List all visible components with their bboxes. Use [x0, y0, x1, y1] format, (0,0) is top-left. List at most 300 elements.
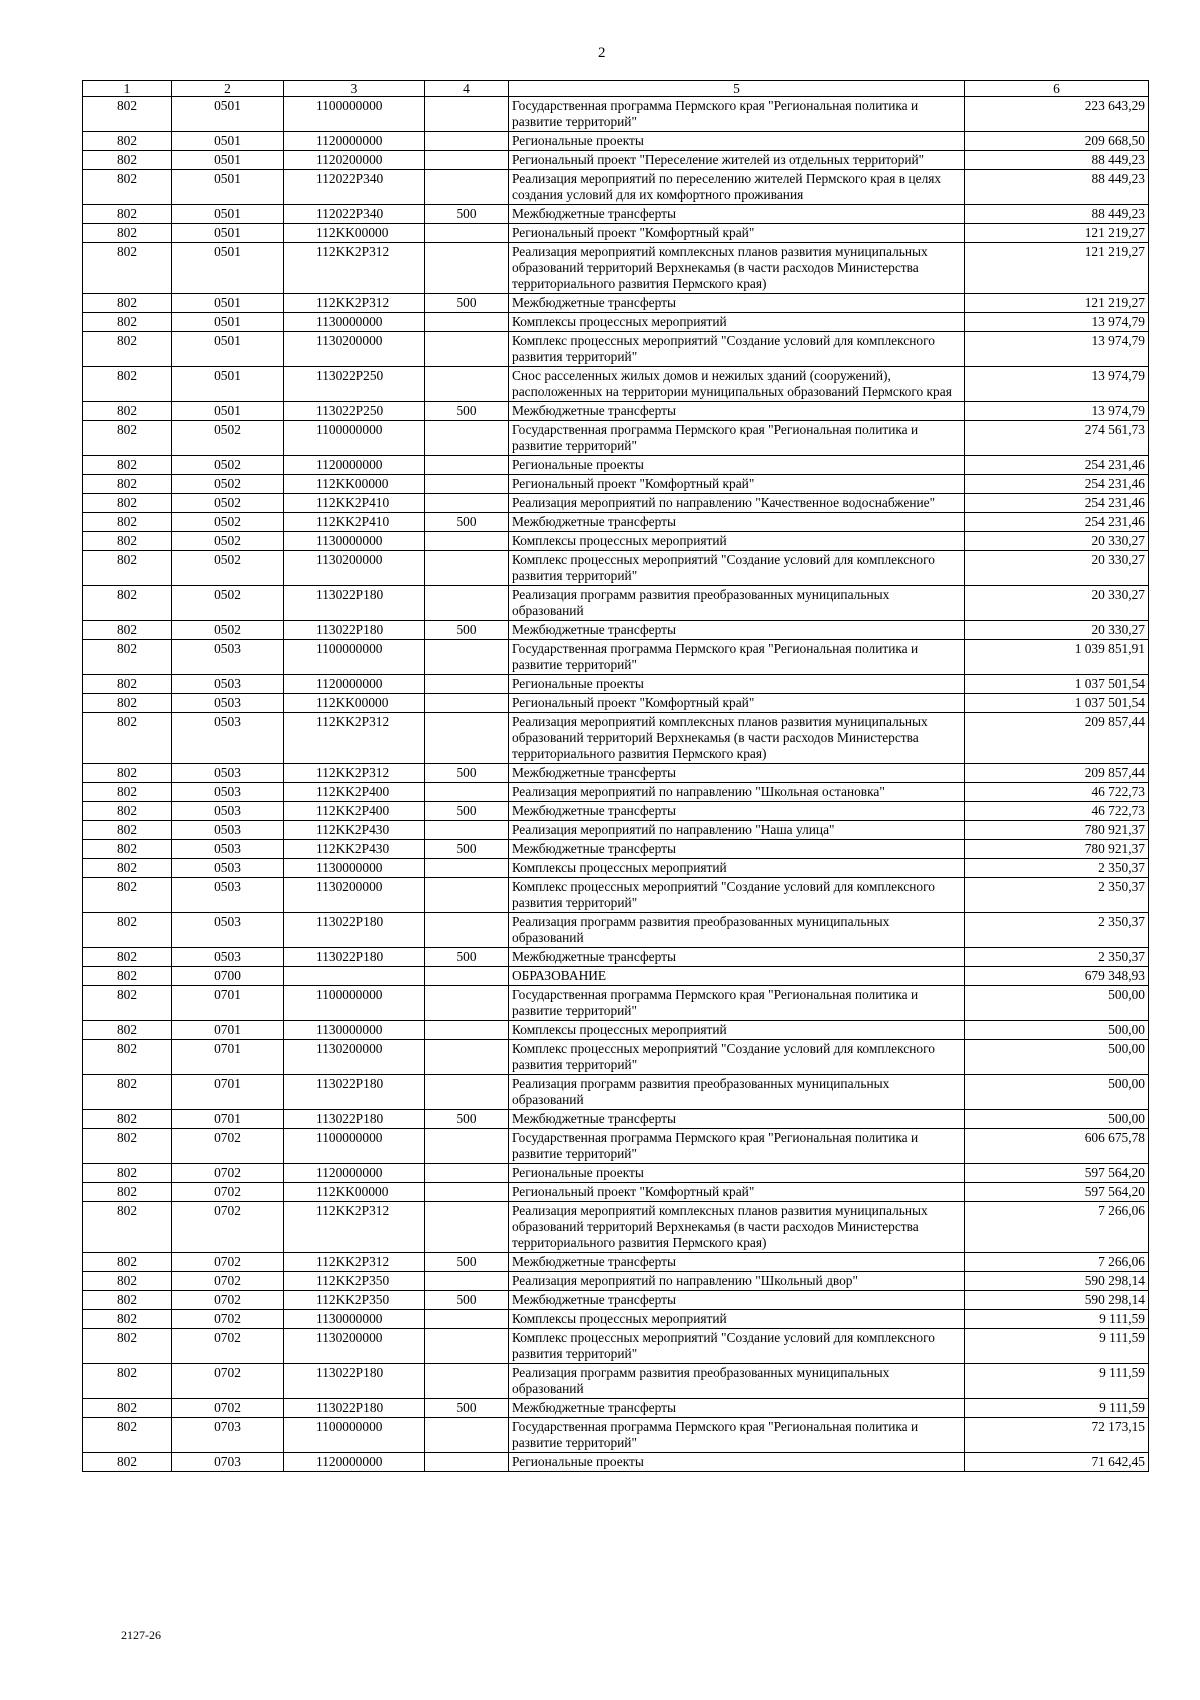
admin-code-cell: 802 [83, 1183, 172, 1202]
amount-cell: 2 350,37 [965, 878, 1149, 913]
admin-code-cell: 802 [83, 551, 172, 586]
expense-type-cell [425, 859, 509, 878]
table-row [83, 97, 1149, 132]
section-code-cell: 0501 [172, 170, 284, 205]
admin-code-cell: 802 [83, 1253, 172, 1272]
amount-cell: 500,00 [965, 986, 1149, 1021]
target-article-cell: 1100000000 [284, 1129, 425, 1164]
section-code-cell: 0502 [172, 586, 284, 621]
description-cell: Реализация мероприятий комплексных планов развития муниципальных образований территорий Верхнекамья (в части расходов Министерства территориального развития Пермского края) [509, 1202, 965, 1253]
admin-code-cell: 802 [83, 1040, 172, 1075]
section-code-cell: 0501 [172, 224, 284, 243]
target-article-cell: 112KK2P350 [284, 1291, 425, 1310]
admin-code-cell: 802 [83, 170, 172, 205]
section-code-cell: 0501 [172, 97, 284, 132]
section-code-cell: 0701 [172, 1075, 284, 1110]
section-code-cell: 0502 [172, 456, 284, 475]
amount-cell: 13 974,79 [965, 367, 1149, 402]
description-cell: Комплексы процессных мероприятий [509, 1310, 965, 1329]
target-article-cell: 1120000000 [284, 1453, 425, 1472]
admin-code-cell: 802 [83, 1164, 172, 1183]
expense-type-cell: 500 [425, 294, 509, 313]
expense-type-cell [425, 1453, 509, 1472]
table-row [83, 494, 1149, 513]
admin-code-cell: 802 [83, 675, 172, 694]
target-article-cell: 112022P340 [284, 205, 425, 224]
section-code-cell: 0503 [172, 913, 284, 948]
description-cell: Государственная программа Пермского края "Региональная политика и развитие территорий" [509, 1418, 965, 1453]
table-header-row [83, 81, 1149, 97]
section-code-cell: 0700 [172, 967, 284, 986]
amount-cell: 9 111,59 [965, 1364, 1149, 1399]
target-article-cell: 112KK2P410 [284, 494, 425, 513]
amount-cell: 121 219,27 [965, 294, 1149, 313]
admin-code-cell: 802 [83, 640, 172, 675]
description-cell: ОБРАЗОВАНИЕ [509, 967, 965, 986]
expense-type-cell [425, 713, 509, 764]
admin-code-cell: 802 [83, 967, 172, 986]
expense-type-cell: 500 [425, 513, 509, 532]
target-article-cell: 1130200000 [284, 878, 425, 913]
section-code-cell: 0502 [172, 532, 284, 551]
description-cell: Региональные проекты [509, 132, 965, 151]
description-cell: Комплексы процессных мероприятий [509, 1021, 965, 1040]
expense-type-cell [425, 783, 509, 802]
section-code-cell: 0501 [172, 313, 284, 332]
table-row [83, 878, 1149, 913]
amount-cell: 1 037 501,54 [965, 675, 1149, 694]
description-cell: Межбюджетные трансферты [509, 513, 965, 532]
admin-code-cell: 802 [83, 878, 172, 913]
table-row [83, 1272, 1149, 1291]
expense-type-cell [425, 1164, 509, 1183]
expense-type-cell: 500 [425, 621, 509, 640]
target-article-cell: 1130000000 [284, 532, 425, 551]
target-article-cell: 113022P180 [284, 1364, 425, 1399]
amount-cell: 590 298,14 [965, 1291, 1149, 1310]
admin-code-cell: 802 [83, 132, 172, 151]
amount-cell: 254 231,46 [965, 475, 1149, 494]
expense-type-cell [425, 243, 509, 294]
admin-code-cell: 802 [83, 802, 172, 821]
page-number: 2 [598, 45, 606, 61]
description-cell: Комплекс процессных мероприятий "Создание условий для комплексного развития территорий" [509, 551, 965, 586]
expense-type-cell: 500 [425, 1253, 509, 1272]
description-cell: Комплекс процессных мероприятий "Создание условий для комплексного развития территорий" [509, 878, 965, 913]
table-row [83, 456, 1149, 475]
description-cell: Межбюджетные трансферты [509, 1110, 965, 1129]
description-cell: Региональный проект "Комфортный край" [509, 224, 965, 243]
table-row [83, 1183, 1149, 1202]
amount-cell: 121 219,27 [965, 224, 1149, 243]
target-article-cell: 1130000000 [284, 1310, 425, 1329]
table-row [83, 421, 1149, 456]
target-article-cell: 1120000000 [284, 456, 425, 475]
target-article-cell: 1120000000 [284, 1164, 425, 1183]
section-code-cell: 0503 [172, 640, 284, 675]
header-col-1: 1 [83, 81, 172, 97]
target-article-cell: 112KK2P400 [284, 802, 425, 821]
expense-type-cell [425, 1364, 509, 1399]
amount-cell: 88 449,23 [965, 151, 1149, 170]
target-article-cell: 1100000000 [284, 640, 425, 675]
table-row [83, 332, 1149, 367]
description-cell: Комплексы процессных мероприятий [509, 313, 965, 332]
table-row [83, 840, 1149, 859]
amount-cell: 46 722,73 [965, 802, 1149, 821]
section-code-cell: 0501 [172, 367, 284, 402]
table-row [83, 1110, 1149, 1129]
admin-code-cell: 802 [83, 1202, 172, 1253]
expense-type-cell [425, 1202, 509, 1253]
section-code-cell: 0701 [172, 1021, 284, 1040]
amount-cell: 500,00 [965, 1021, 1149, 1040]
description-cell: Межбюджетные трансферты [509, 205, 965, 224]
section-code-cell: 0503 [172, 840, 284, 859]
table-row [83, 1202, 1149, 1253]
target-article-cell: 112KK2P430 [284, 821, 425, 840]
description-cell: Региональный проект "Комфортный край" [509, 694, 965, 713]
amount-cell: 606 675,78 [965, 1129, 1149, 1164]
target-article-cell: 113022P250 [284, 367, 425, 402]
target-article-cell: 1130200000 [284, 551, 425, 586]
admin-code-cell: 802 [83, 1364, 172, 1399]
amount-cell: 20 330,27 [965, 586, 1149, 621]
admin-code-cell: 802 [83, 1075, 172, 1110]
description-cell: Реализация мероприятий по направлению "Наша улица" [509, 821, 965, 840]
section-code-cell: 0502 [172, 494, 284, 513]
amount-cell: 209 857,44 [965, 713, 1149, 764]
description-cell: Межбюджетные трансферты [509, 621, 965, 640]
description-cell: Комплексы процессных мероприятий [509, 859, 965, 878]
table-row [83, 1129, 1149, 1164]
table-row [83, 640, 1149, 675]
amount-cell: 780 921,37 [965, 821, 1149, 840]
expense-type-cell: 500 [425, 402, 509, 421]
description-cell: Государственная программа Пермского края "Региональная политика и развитие территорий" [509, 986, 965, 1021]
table-row [83, 694, 1149, 713]
amount-cell: 500,00 [965, 1110, 1149, 1129]
table-row [83, 1453, 1149, 1472]
description-cell: Межбюджетные трансферты [509, 402, 965, 421]
amount-cell: 1 037 501,54 [965, 694, 1149, 713]
admin-code-cell: 802 [83, 859, 172, 878]
expense-type-cell [425, 1021, 509, 1040]
target-article-cell: 1100000000 [284, 97, 425, 132]
table-row [83, 1418, 1149, 1453]
description-cell: Реализация мероприятий по направлению "Школьная остановка" [509, 783, 965, 802]
header-col-5: 5 [509, 81, 965, 97]
table-row [83, 170, 1149, 205]
target-article-cell: 1100000000 [284, 421, 425, 456]
expense-type-cell [425, 224, 509, 243]
amount-cell: 13 974,79 [965, 402, 1149, 421]
description-cell: Государственная программа Пермского края "Региональная политика и развитие территорий" [509, 421, 965, 456]
table-row [83, 224, 1149, 243]
admin-code-cell: 802 [83, 513, 172, 532]
section-code-cell: 0501 [172, 205, 284, 224]
table-row [83, 367, 1149, 402]
section-code-cell: 0503 [172, 713, 284, 764]
expense-type-cell: 500 [425, 802, 509, 821]
admin-code-cell: 802 [83, 532, 172, 551]
table-row [83, 986, 1149, 1021]
expense-type-cell: 500 [425, 1110, 509, 1129]
target-article-cell: 1130000000 [284, 1021, 425, 1040]
section-code-cell: 0701 [172, 1110, 284, 1129]
admin-code-cell: 802 [83, 694, 172, 713]
admin-code-cell: 802 [83, 1110, 172, 1129]
admin-code-cell: 802 [83, 1291, 172, 1310]
section-code-cell: 0702 [172, 1202, 284, 1253]
section-code-cell: 0502 [172, 621, 284, 640]
expense-type-cell: 500 [425, 840, 509, 859]
table-row [83, 967, 1149, 986]
expense-type-cell [425, 132, 509, 151]
table-row [83, 821, 1149, 840]
amount-cell: 7 266,06 [965, 1202, 1149, 1253]
description-cell: Межбюджетные трансферты [509, 948, 965, 967]
description-cell: Реализация мероприятий по направлению "Качественное водоснабжение" [509, 494, 965, 513]
amount-cell: 9 111,59 [965, 1329, 1149, 1364]
target-article-cell: 112KK2P312 [284, 1202, 425, 1253]
expense-type-cell: 500 [425, 1291, 509, 1310]
description-cell: Межбюджетные трансферты [509, 1253, 965, 1272]
admin-code-cell: 802 [83, 1453, 172, 1472]
section-code-cell: 0702 [172, 1253, 284, 1272]
description-cell: Межбюджетные трансферты [509, 802, 965, 821]
header-col-4: 4 [425, 81, 509, 97]
admin-code-cell: 802 [83, 494, 172, 513]
description-cell: Комплекс процессных мероприятий "Создание условий для комплексного развития территорий" [509, 1329, 965, 1364]
header-col-2: 2 [172, 81, 284, 97]
amount-cell: 20 330,27 [965, 532, 1149, 551]
section-code-cell: 0501 [172, 294, 284, 313]
table-row [83, 713, 1149, 764]
expense-type-cell [425, 494, 509, 513]
table-row [83, 1399, 1149, 1418]
target-article-cell: 112KK00000 [284, 224, 425, 243]
description-cell: Реализация мероприятий по направлению "Школьный двор" [509, 1272, 965, 1291]
target-article-cell: 112KK00000 [284, 475, 425, 494]
amount-cell: 254 231,46 [965, 494, 1149, 513]
admin-code-cell: 802 [83, 986, 172, 1021]
section-code-cell: 0502 [172, 475, 284, 494]
expense-type-cell [425, 532, 509, 551]
target-article-cell: 112022P340 [284, 170, 425, 205]
expense-type-cell [425, 1310, 509, 1329]
amount-cell: 9 111,59 [965, 1310, 1149, 1329]
description-cell: Комплекс процессных мероприятий "Создание условий для комплексного развития территорий" [509, 332, 965, 367]
expense-type-cell [425, 1040, 509, 1075]
section-code-cell: 0703 [172, 1453, 284, 1472]
description-cell: Межбюджетные трансферты [509, 764, 965, 783]
description-cell: Региональный проект "Переселение жителей из отдельных территорий" [509, 151, 965, 170]
section-code-cell: 0503 [172, 859, 284, 878]
expense-type-cell [425, 313, 509, 332]
amount-cell: 121 219,27 [965, 243, 1149, 294]
description-cell: Комплексы процессных мероприятий [509, 532, 965, 551]
header-col-3: 3 [284, 81, 425, 97]
section-code-cell: 0701 [172, 1040, 284, 1075]
amount-cell: 274 561,73 [965, 421, 1149, 456]
amount-cell: 7 266,06 [965, 1253, 1149, 1272]
target-article-cell: 112KK2P312 [284, 713, 425, 764]
table-row [83, 948, 1149, 967]
admin-code-cell: 802 [83, 294, 172, 313]
section-code-cell: 0503 [172, 675, 284, 694]
amount-cell: 500,00 [965, 1075, 1149, 1110]
table-row [83, 859, 1149, 878]
admin-code-cell: 802 [83, 421, 172, 456]
admin-code-cell: 802 [83, 332, 172, 367]
expense-type-cell [425, 421, 509, 456]
header-col-6: 6 [965, 81, 1149, 97]
description-cell: Реализация мероприятий комплексных планов развития муниципальных образований территорий Верхнекамья (в части расходов Министерства территориального развития Пермского края) [509, 243, 965, 294]
section-code-cell: 0702 [172, 1164, 284, 1183]
admin-code-cell: 802 [83, 205, 172, 224]
table-row [83, 1329, 1149, 1364]
section-code-cell: 0702 [172, 1364, 284, 1399]
description-cell: Региональный проект "Комфортный край" [509, 475, 965, 494]
admin-code-cell: 802 [83, 224, 172, 243]
section-code-cell: 0503 [172, 878, 284, 913]
target-article-cell: 1120000000 [284, 675, 425, 694]
section-code-cell: 0502 [172, 421, 284, 456]
table-row [83, 913, 1149, 948]
amount-cell: 2 350,37 [965, 913, 1149, 948]
table-row [83, 205, 1149, 224]
target-article-cell: 112KK2P410 [284, 513, 425, 532]
amount-cell: 254 231,46 [965, 513, 1149, 532]
amount-cell: 590 298,14 [965, 1272, 1149, 1291]
target-article-cell: 1120200000 [284, 151, 425, 170]
admin-code-cell: 802 [83, 456, 172, 475]
table-row [83, 294, 1149, 313]
table-row [83, 783, 1149, 802]
admin-code-cell: 802 [83, 1399, 172, 1418]
expense-type-cell [425, 456, 509, 475]
admin-code-cell: 802 [83, 402, 172, 421]
amount-cell: 500,00 [965, 1040, 1149, 1075]
amount-cell: 13 974,79 [965, 313, 1149, 332]
section-code-cell: 0502 [172, 513, 284, 532]
admin-code-cell: 802 [83, 1310, 172, 1329]
admin-code-cell: 802 [83, 97, 172, 132]
target-article-cell: 1130200000 [284, 332, 425, 367]
admin-code-cell: 802 [83, 475, 172, 494]
expense-type-cell [425, 332, 509, 367]
description-cell: Реализация программ развития преобразованных муниципальных образований [509, 1075, 965, 1110]
expense-type-cell [425, 475, 509, 494]
table-row [83, 1021, 1149, 1040]
amount-cell: 71 642,45 [965, 1453, 1149, 1472]
section-code-cell: 0701 [172, 986, 284, 1021]
table-row [83, 313, 1149, 332]
description-cell: Снос расселенных жилых домов и нежилых зданий (сооружений), расположенных на территории муниципальных образований Пермского края [509, 367, 965, 402]
expense-type-cell [425, 694, 509, 713]
admin-code-cell: 802 [83, 621, 172, 640]
amount-cell: 2 350,37 [965, 948, 1149, 967]
expense-type-cell [425, 640, 509, 675]
expense-type-cell: 500 [425, 205, 509, 224]
section-code-cell: 0503 [172, 783, 284, 802]
description-cell: Реализация мероприятий комплексных планов развития муниципальных образований территорий Верхнекамья (в части расходов Министерства территориального развития Пермского края) [509, 713, 965, 764]
target-article-cell: 112KK2P430 [284, 840, 425, 859]
target-article-cell: 1130000000 [284, 859, 425, 878]
amount-cell: 679 348,93 [965, 967, 1149, 986]
section-code-cell: 0702 [172, 1183, 284, 1202]
description-cell: Государственная программа Пермского края "Региональная политика и развитие территорий" [509, 640, 965, 675]
table-row [83, 151, 1149, 170]
amount-cell: 1 039 851,91 [965, 640, 1149, 675]
section-code-cell: 0702 [172, 1129, 284, 1164]
table-row [83, 243, 1149, 294]
admin-code-cell: 802 [83, 783, 172, 802]
target-article-cell: 1130000000 [284, 313, 425, 332]
target-article-cell: 112KK2P400 [284, 783, 425, 802]
section-code-cell: 0503 [172, 821, 284, 840]
table-row [83, 675, 1149, 694]
section-code-cell: 0503 [172, 764, 284, 783]
section-code-cell: 0503 [172, 948, 284, 967]
admin-code-cell: 802 [83, 948, 172, 967]
amount-cell: 88 449,23 [965, 205, 1149, 224]
section-code-cell: 0702 [172, 1329, 284, 1364]
section-code-cell: 0501 [172, 151, 284, 170]
amount-cell: 9 111,59 [965, 1399, 1149, 1418]
section-code-cell: 0501 [172, 132, 284, 151]
expense-type-cell [425, 1183, 509, 1202]
table-row [83, 802, 1149, 821]
description-cell: Государственная программа Пермского края "Региональная политика и развитие территорий" [509, 1129, 965, 1164]
table-row [83, 1291, 1149, 1310]
target-article-cell: 112KK2P312 [284, 294, 425, 313]
admin-code-cell: 802 [83, 1418, 172, 1453]
admin-code-cell: 802 [83, 586, 172, 621]
admin-code-cell: 802 [83, 1129, 172, 1164]
admin-code-cell: 802 [83, 1021, 172, 1040]
description-cell: Комплекс процессных мероприятий "Создание условий для комплексного развития территорий" [509, 1040, 965, 1075]
target-article-cell: 113022P180 [284, 948, 425, 967]
table-row [83, 132, 1149, 151]
target-article-cell: 113022P180 [284, 1399, 425, 1418]
expense-type-cell [425, 1329, 509, 1364]
target-article-cell: 112KK2P312 [284, 243, 425, 294]
description-cell: Государственная программа Пермского края "Региональная политика и развитие территорий" [509, 97, 965, 132]
section-code-cell: 0702 [172, 1291, 284, 1310]
amount-cell: 72 173,15 [965, 1418, 1149, 1453]
amount-cell: 597 564,20 [965, 1164, 1149, 1183]
target-article-cell: 113022P180 [284, 621, 425, 640]
expense-type-cell [425, 97, 509, 132]
table-row [83, 551, 1149, 586]
admin-code-cell: 802 [83, 913, 172, 948]
table-row [83, 764, 1149, 783]
table-row [83, 1164, 1149, 1183]
target-article-cell: 112KK2P350 [284, 1272, 425, 1291]
description-cell: Региональные проекты [509, 675, 965, 694]
expense-type-cell: 500 [425, 1399, 509, 1418]
amount-cell: 209 857,44 [965, 764, 1149, 783]
expense-type-cell [425, 551, 509, 586]
target-article-cell: 1130200000 [284, 1329, 425, 1364]
table-row [83, 1253, 1149, 1272]
description-cell: Межбюджетные трансферты [509, 1291, 965, 1310]
amount-cell: 209 668,50 [965, 132, 1149, 151]
document-code: 2127-26 [121, 1628, 161, 1642]
amount-cell: 597 564,20 [965, 1183, 1149, 1202]
